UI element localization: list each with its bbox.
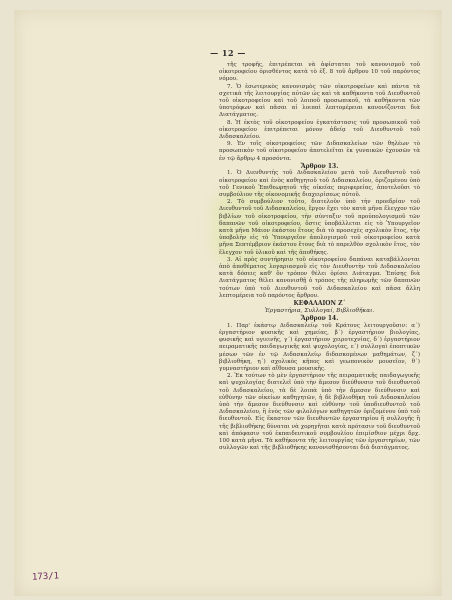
section-subheading: Ἐργαστήρια, Συλλογαί, Βιβλιοθῆκαι. [264, 307, 375, 314]
paragraph: 9. Ἐν τοῖς οἰκοτροφείοις τῶν Διδασκαλείων τῶν θηλέων τὸ προσωπικὸν τοῦ οἰκοτροφείου ἀποτελεῖται ἐκ γυναικῶν ἐχουσῶν τὰ ἐν τῷ ἄρθρῳ 4 προσόντα. [219, 141, 420, 162]
section-heading: Ἄρθρον 14. [300, 315, 339, 323]
paragraph: 3. Αἱ πρὸς συντήρησιν τοῦ οἰκοτροφείου δαπάναι καταβάλλονται ἀπὸ ἀποθέματος λογαριασμοῦ εἰς τὸν Διευθυντὴν τοῦ Διδασκαλείου κατὰ δόσεις καθ' ὃν τρόπον θέλει ὁρίσει Διάταγμα. Ἐπίσης διὰ Διατάγματος θέλει κανονισθῇ ὁ τρόπος τῆς πληρωμῆς τῶν δαπανῶν τούτων ὑπὸ τοῦ Διευθυντοῦ τοῦ Διδασκαλείου καὶ πᾶσα ἄλλη λεπτομέρεια τοῦ παρόντος ἄρθρου. [219, 256, 420, 299]
paragraph: 7. Ὁ ἐσωτερικὸς κανονισμὸς τῶν οἰκοτροφείων καὶ πάντα τὰ σχετικὰ τῆς λειτουργίας αὐτῶν ὡς καὶ τὰ καθήκοντα τοῦ Διευθυντοῦ τοῦ οἰκοτροφείου καὶ τοῦ λοιποῦ προσωπικοῦ, τὰ καθήκοντα τῶν ὑποτρόφων καὶ πᾶσαι αἱ λοιπαὶ λεπτομέρειαι κανονίζονται διὰ Διατάγματος. [219, 83, 420, 119]
paragraph: 2. Τὸ συμβούλιον τοῦτο, διατελοῦν ὑπὸ τὴν προεδρίαν τοῦ Διευθυντοῦ τοῦ Διδασκαλείου, ἔργον ἔχει τὸν κατὰ μῆνα ἔλεγχον τῶν βιβλίων τοῦ οἰκοτροφείου, τὴν σύνταξιν τοῦ προϋπολογισμοῦ τῶν δαπανῶν τοῦ οἰκοτροφείου, ὅστις ὑποβάλλεται εἰς τὸ Ὑπουργεῖον κατὰ μῆνα Μάιον ἑκάστου ἔτους διὰ τὸ προσεχὲς σχολικὸν ἔτος, τὴν ὑποβολὴν εἰς τὸ Ὑπουργεῖον ἀπολογισμοῦ τοῦ οἰκοτροφείου κατὰ μῆνα Σεπτέμβριον ἑκάστου ἔτους διὰ τὸ παρελθὸν σχολικὸν ἔτος, τὸν ἔλεγχον τοῦ ὑλικοῦ καὶ τῆς ἀποθήκης. [219, 199, 420, 256]
paragraph: 1. Ὁ Διευθυντὴς τοῦ Διδασκαλείου μετὰ τοῦ Διευθυντοῦ τοῦ οἰκοτροφείου καὶ ἑνὸς καθηγητοῦ τοῦ Διδασκαλείου, ὁριζομένου ὑπὸ τοῦ Γενικοῦ Ἐπιθεωρητοῦ τῆς οἰκείας περιφερείας, ἀποτελοῦσι τὸ συμβούλιον τῆς οἰκονομικῆς διαχειρίσεως αὐτοῦ. [219, 170, 420, 199]
scanned-page [14, 10, 442, 596]
paragraph: 2. Ἐκ τούτων τὸ μὲν ἐργαστήριον τῆς πειραματικῆς παιδαγωγικῆς καὶ ψυχολογίας διατελεῖ ὑπὸ τὴν ἄμεσον διεύθυνσιν τοῦ διευθυντοῦ τοῦ Διδασκαλείου, τὰ δὲ λοιπὰ ὑπὸ τὴν ἄμεσον διεύθυνσιν καὶ εὐθύνην τῶν οἰκείων καθηγητῶν, ἡ δὲ βιβλιοθήκη τοῦ Διδασκαλείου ὑπὸ τὴν ἄμεσον διεύθυνσιν καὶ εὐθύνην τοῦ ὑποδιευθυντοῦ τοῦ Διδασκαλείου, ἢ ἐνὸς τῶν φιλολόγων καθηγητῶν ὁριζομένου ὑπὸ τοῦ διευθυντοῦ. Εἰς ἕκαστον τῶν διευθυντῶν ἐργαστηρίου ἢ συλλογῆς ἢ τῆς βιβλιοθήκης δύναται νὰ χορηγῆται κατὰ πρότασιν τοῦ διευθυντοῦ καὶ ἀπόφασιν τοῦ ἐκπαιδευτικοῦ συμβουλίου ἐπιμίσθιον μέχρι δρχ. 100 κατὰ μῆνα. Τὰ καθήκοντα τῆς λειτουργίας τῶν ἐργαστηρίων, τῶν συλλογῶν καὶ τῆς βιβλιοθήκης κανονισθήσονται διὰ διατάγματος. [219, 373, 420, 452]
section-heading: ΚΕΦΑΛΑΙΟΝ Ζ΄ [293, 300, 346, 308]
section-heading: Ἄρθρον 13. [300, 162, 339, 170]
paragraph: τῆς τροφῆς, ἐπιτρέπεται νὰ ἀφίσταται τοῦ κανονισμοῦ τοῦ οἰκοτροφείου ὁρισθέντος κατὰ τὸ ἐξ. 8 τοῦ ἄρθρου 10 τοῦ παρόντος νόμου. [219, 62, 420, 83]
paragraph: 8. Ἡ ἐκτὸς τοῦ οἰκοτροφείου ἐγκατάστασις τοῦ προσωπικοῦ τοῦ οἰκοτροφείου ἐπιτρέπεται μόνον ἀδείᾳ τοῦ Διευθυντοῦ τοῦ Διδασκαλείου. [219, 119, 420, 141]
handwritten-note: 173/1 [31, 571, 60, 583]
paragraph: 1. Παρ' ἑκάστῳ Διδασκαλείῳ τοῦ Κράτους λειτουργοῦσιν: α΄) ἐργαστήριον φυσικῆς καὶ χημείας, β΄) ἐργαστήριον βιολογίας, φυσικῆς καὶ υγιεινῆς, γ΄) ἐργαστήριον χειροτεχνίας, δ΄) ἐργαστήριον πειραματικῆς παιδαγωγικῆς καὶ ψυχολογίας, ε΄) συλλογαὶ ἐποπτικῶν μέσων τῶν ἐν τῷ Διδασκαλείῳ διδασκομένων μαθημάτων, ζ΄) βιβλιοθήκη, η΄) σχολικὸς κῆπος καὶ γεωπονικὸν μουσεῖον, θ΄) γυμναστήριον καὶ αἴθουσα μουσικῆς. [219, 322, 420, 372]
page-number: — 12 — [210, 48, 246, 58]
text-column [219, 62, 420, 452]
